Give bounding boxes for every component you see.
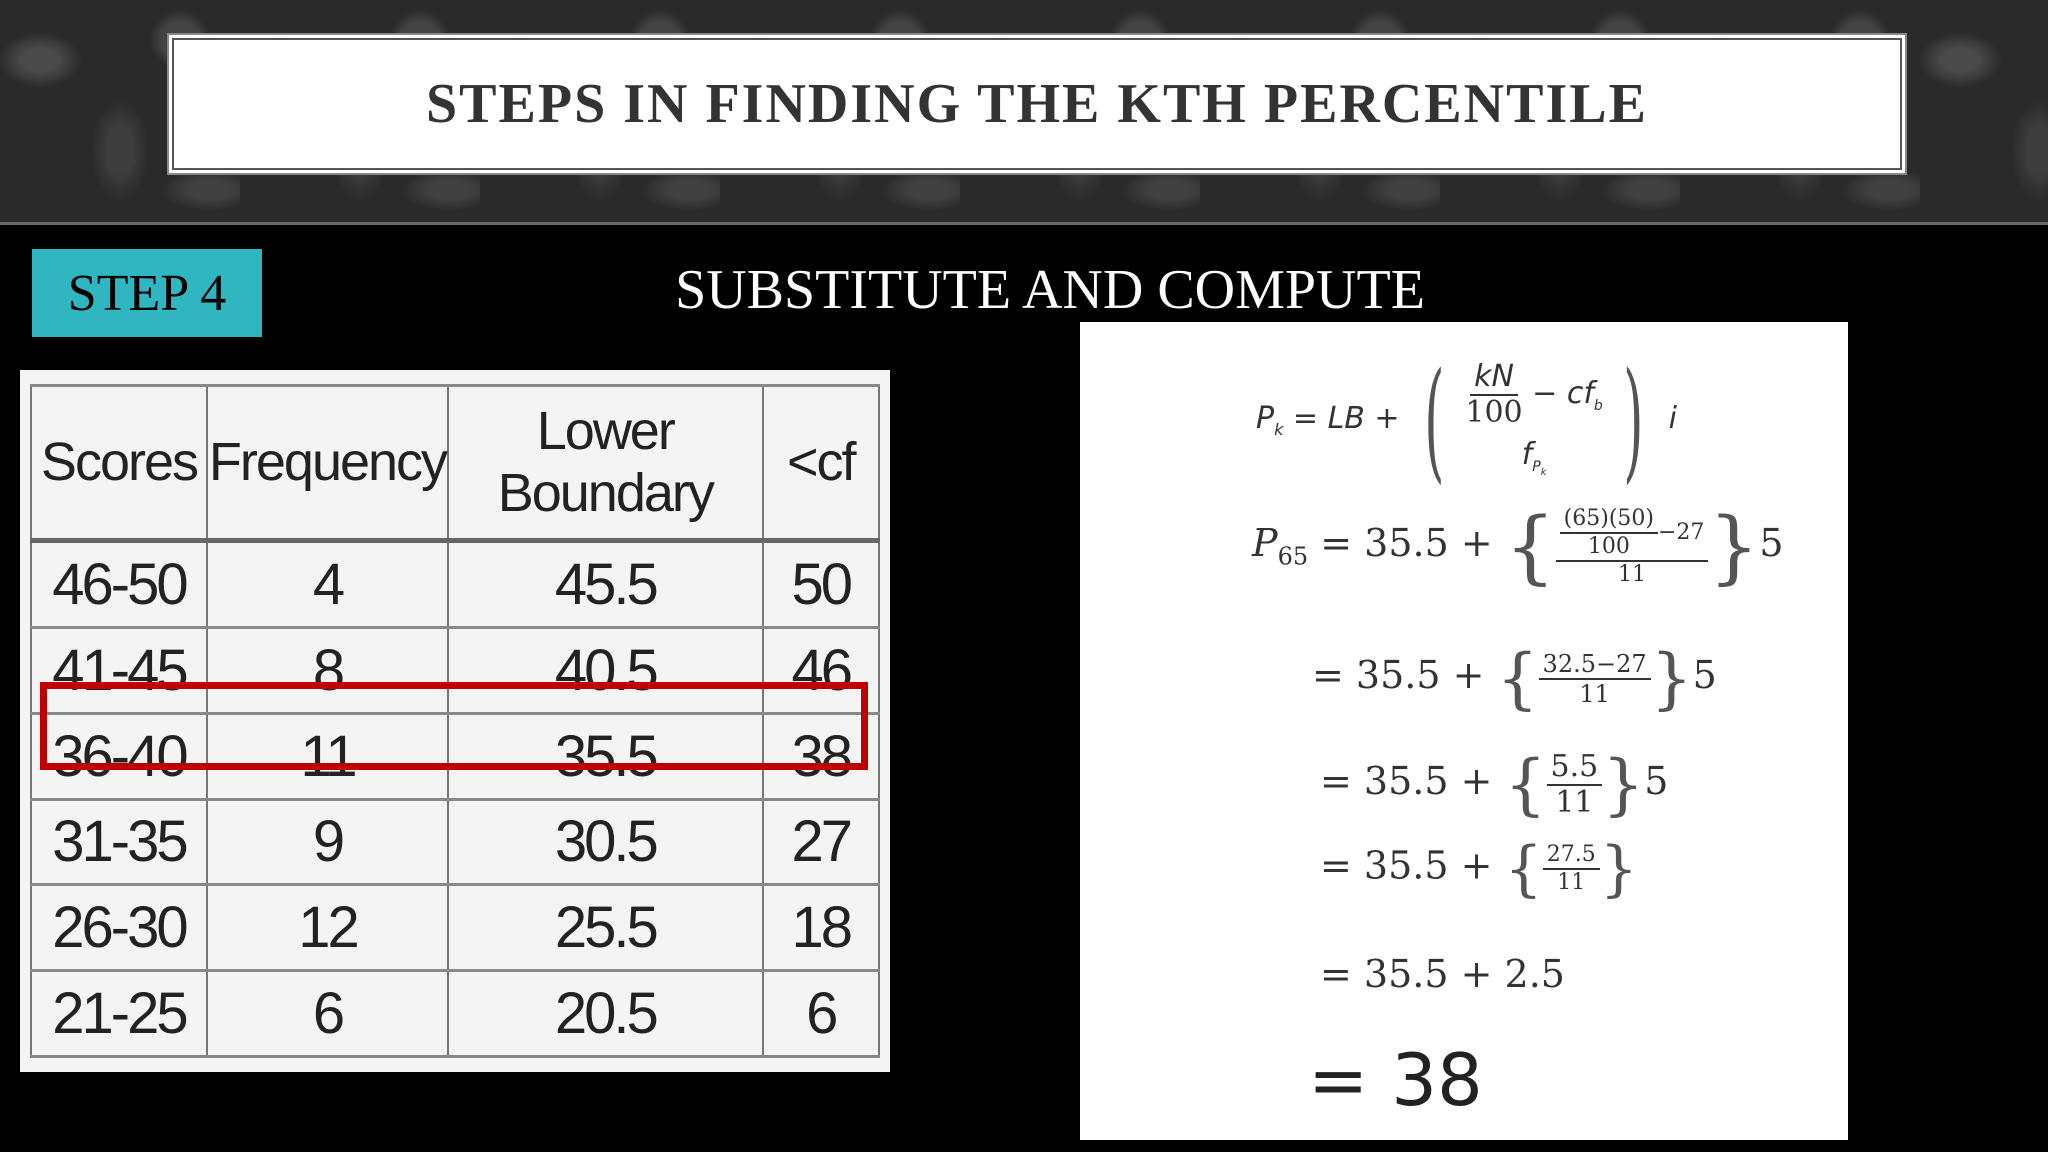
cell-scores: 31-35 — [31, 799, 207, 885]
cell-scores: 46-50 — [31, 540, 207, 627]
p65-lhs: P — [1252, 521, 1278, 565]
formula-line-3: = 35.5 + { $\frac{5.5}{11}$ }5 — [1320, 746, 1669, 823]
line2-den: 11 — [1579, 679, 1610, 708]
line3-den: 11 — [1555, 784, 1594, 820]
cell-scores: 26-30 — [31, 885, 207, 971]
p65-sub: 65 — [1277, 542, 1309, 571]
line3-num: 5.5 — [1547, 752, 1603, 786]
line2-suffix: 5 — [1692, 653, 1717, 697]
title-box — [172, 38, 1902, 170]
line4-eq: = 35.5 + — [1320, 843, 1493, 888]
formula-cf: − cf — [1532, 376, 1594, 412]
cell-cf: 50 — [763, 540, 879, 627]
formula-f-sub: P — [1532, 459, 1541, 476]
highlight-box — [40, 682, 868, 770]
cell-scores: 41-45 — [31, 627, 207, 713]
line1-num-top: (65)(50) — [1560, 508, 1658, 534]
cell-frequency: 4 — [207, 540, 448, 627]
table-header-row — [31, 386, 879, 541]
cell-lower-boundary: 35.5 — [448, 713, 762, 799]
cell-frequency: 9 — [207, 799, 448, 885]
column-header-cf: <cf — [763, 386, 879, 541]
formula-line-5 — [1320, 952, 1565, 996]
line2-eq: = 35.5 + — [1312, 653, 1485, 697]
cell-lower-boundary: 30.5 — [448, 799, 762, 885]
formula-line-4: = 35.5 + { $\frac{27.5}{11}$ } — [1320, 834, 1638, 904]
formula-i: i — [1668, 401, 1677, 436]
formula-line-1: $P_{65} = 35.5$ + { $\frac{(65)(50)}{100}$ −27 11 }5 — [1252, 500, 1784, 593]
formula-100: 100 — [1465, 395, 1523, 431]
cell-frequency: 8 — [207, 627, 448, 713]
line2-num: 32.5−27 — [1539, 652, 1651, 680]
cell-frequency: 6 — [207, 971, 448, 1057]
general-formula: $P_k$ = LB + ( $\frac{kN}{100}$ − $cf_b$ $f_{P_k}$ ) i — [1256, 344, 1677, 496]
formula-lb: = LB + — [1292, 401, 1400, 436]
line3-eq: = 35.5 + — [1320, 759, 1493, 803]
column-header-frequency: Frequency — [207, 386, 448, 541]
cell-scores: 36-40 — [31, 713, 207, 799]
cell-cf: 38 — [763, 713, 879, 799]
cell-frequency: 11 — [207, 713, 448, 799]
cell-cf: 6 — [763, 971, 879, 1057]
line1-suffix: 5 — [1759, 521, 1784, 565]
table-row — [31, 885, 879, 971]
cell-cf: 46 — [763, 627, 879, 713]
result-text: = 38 — [1308, 1038, 1483, 1122]
formula-line-2: = 35.5 + { $\frac{32.5-27}{11}$ }5 — [1312, 640, 1717, 717]
formula-lhs: P — [1256, 401, 1275, 436]
formula-result — [1308, 1038, 1483, 1122]
step-subtitle: SUBSTITUTE AND COMPUTE — [675, 259, 1425, 321]
line5-eq: = 35.5 + 2.5 — [1320, 952, 1565, 996]
formula-panel — [1080, 322, 1848, 1140]
formula-cf-sub: b — [1593, 398, 1603, 415]
formula-f-subsub: k — [1540, 466, 1547, 478]
table-row — [31, 799, 879, 885]
column-header-lower-boundary: Lower Boundary — [448, 386, 762, 541]
table-row — [31, 971, 879, 1057]
column-header-scores: Scores — [31, 386, 207, 541]
page-title: STEPS IN FINDING THE KTH PERCENTILE — [426, 73, 1648, 135]
cell-lower-boundary: 20.5 — [448, 971, 762, 1057]
cell-lower-boundary: 25.5 — [448, 885, 762, 971]
cell-lower-boundary: 40.5 — [448, 627, 762, 713]
step-label: STEP 4 — [67, 264, 227, 322]
table-row — [31, 540, 879, 627]
line4-den: 11 — [1557, 870, 1586, 895]
line1-eq: = 35.5 + — [1320, 521, 1493, 565]
formula-kn: kN — [1470, 362, 1518, 396]
line1-minus: −27 — [1658, 519, 1705, 545]
line3-suffix: 5 — [1644, 759, 1669, 803]
cell-cf: 27 — [763, 799, 879, 885]
line4-num: 27.5 — [1543, 844, 1600, 870]
formula-f: f — [1521, 437, 1533, 473]
formula-lhs-sub: k — [1274, 420, 1284, 439]
cell-cf: 18 — [763, 885, 879, 971]
line1-den: 11 — [1618, 561, 1647, 587]
cell-lower-boundary: 45.5 — [448, 540, 762, 627]
line1-num-bottom: 100 — [1587, 533, 1630, 559]
cell-scores: 21-25 — [31, 971, 207, 1057]
step-badge — [32, 249, 262, 337]
cell-frequency: 12 — [207, 885, 448, 971]
